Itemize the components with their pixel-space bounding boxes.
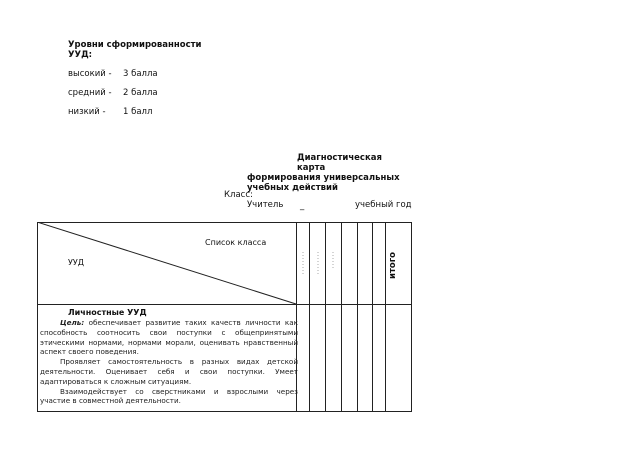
criterion-3: Взаимодействует со сверстниками и взрослыми через участие в совместной деятельности. <box>40 386 298 406</box>
level-low-points: 1 балл <box>123 107 153 117</box>
level-high-name: высокий - <box>68 69 112 79</box>
level-high-points: 3 балла <box>123 69 158 79</box>
column-divider <box>357 222 358 412</box>
heading-line2: формирования универсальных учебных действий <box>247 173 400 193</box>
total-column-header: итого <box>388 251 398 279</box>
section-title: Личностные УУД <box>68 308 147 317</box>
student-name-marks <box>296 250 356 280</box>
class-label: Класс: <box>224 190 253 200</box>
heading-line1: Диагностическая карта <box>297 153 382 173</box>
criteria-text <box>40 318 298 406</box>
goal-label: Цель: <box>60 318 85 327</box>
year-label: учебный год <box>355 200 412 210</box>
criterion-2: Проявляет самостоятельность в разных видах детской деятельности. Оценивает себя и свои поступки. Умеет адаптироваться к сложным ситуациям. <box>40 357 298 386</box>
teacher-label: Учитель <box>247 200 284 210</box>
level-low-name: низкий - <box>68 107 106 117</box>
column-divider <box>372 222 373 412</box>
column-divider <box>385 222 386 412</box>
levels-title: Уровни сформированности УУД: <box>68 40 202 60</box>
class-list-header: Список класса <box>205 238 267 247</box>
goal-text: обеспечивает развитие таких качеств личности как способность соотносить свои поступки с общепринятыми этическими нормами, нормами морали, оценивать нравственный аспект своего поведения. <box>40 318 298 357</box>
level-mid-points: 2 балла <box>123 88 158 98</box>
level-mid-name: средний - <box>68 88 112 98</box>
dash-separator: _ <box>300 201 305 211</box>
uud-header: УУД <box>68 258 84 267</box>
